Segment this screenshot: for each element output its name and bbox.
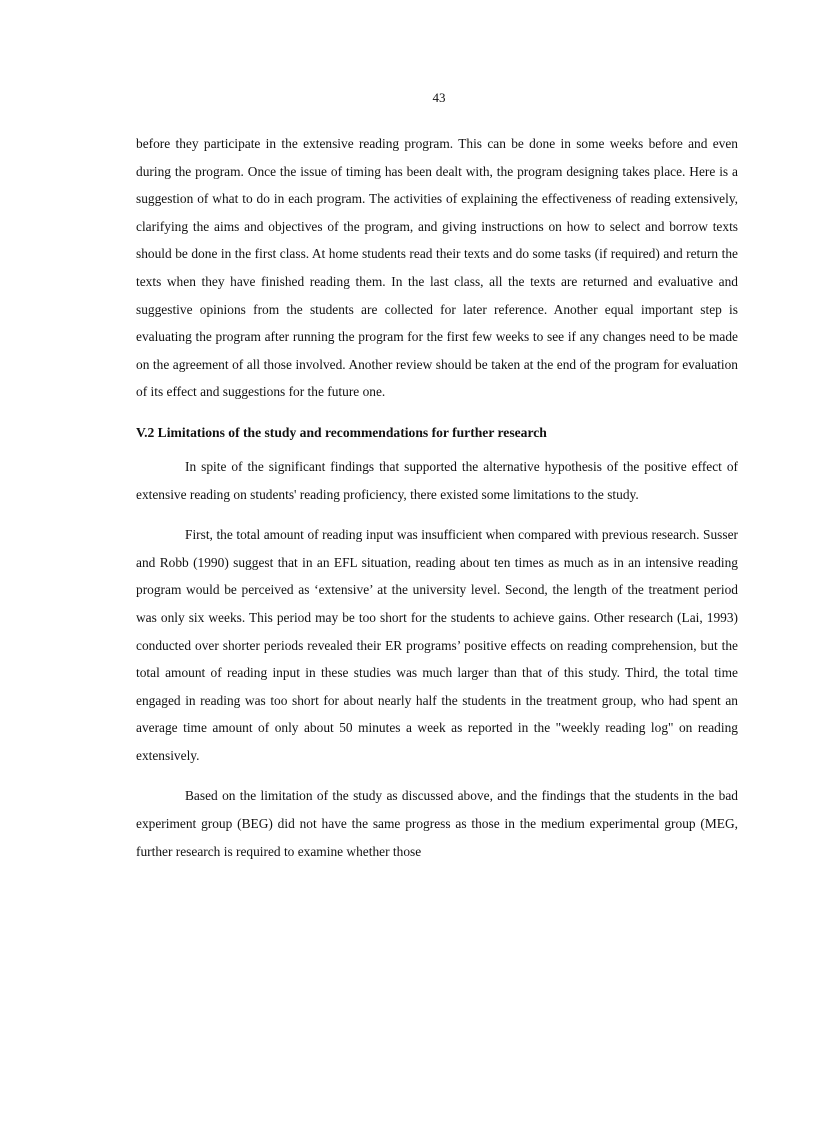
page-body [136, 130, 738, 865]
page-number: 43 [432, 90, 446, 105]
body-paragraph: First, the total amount of reading input was insufficient when compared with previous research. Susser and Robb (1990) suggest that in an EFL situation, reading about ten times as much as in an intensive reading program would be perceived as ‘extensive’ at the university level. Second, the length of the treatment period was only six weeks. This period may be too short for the students to achieve gains. Other research (Lai, 1993) conducted over shorter periods revealed their ER programs’ positive effects on reading comprehension, but the total amount of reading input in these studies was much larger than that of this study. Third, the total time engaged in reading was too short for about nearly half the students in the treatment group, who had spent an average time amount of only about 50 minutes a week as reported in the "weekly reading log" on reading extensively. [136, 527, 738, 763]
section-heading: V.2 Limitations of the study and recommendations for further research [136, 424, 547, 440]
body-paragraph: In spite of the significant findings that supported the alternative hypothesis of the positive effect of extensive reading on students' reading proficiency, there existed some limitations to the study. [136, 458, 738, 502]
body-paragraph: before they participate in the extensive reading program. This can be done in some weeks before and even during the program. Once the issue of timing has been dealt with, the program designing takes place. Here is a suggestion of what to do in each program. The activities of explaining the effectiveness of reading extensively, clarifying the aims and objectives of the program, and giving instructions on how to select and borrow texts should be done in the first class. At home students read their texts and do some tasks (if required) and return the texts when they have finished reading them. In the last class, all the texts are returned and evaluative and suggestive opinions from the students are collected for later reference. Another equal important step is evaluating the program after running the program for the first few weeks to see if any changes need to be made on the agreement of all those involved. Another review should be taken at the end of the program for evaluation of its effect and suggestions for the future one. [136, 136, 738, 400]
body-paragraph: Based on the limitation of the study as discussed above, and the findings that the students in the bad experiment group (BEG) did not have the same progress as those in the medium experimental group (MEG, further research is required to examine whether those [136, 788, 738, 859]
